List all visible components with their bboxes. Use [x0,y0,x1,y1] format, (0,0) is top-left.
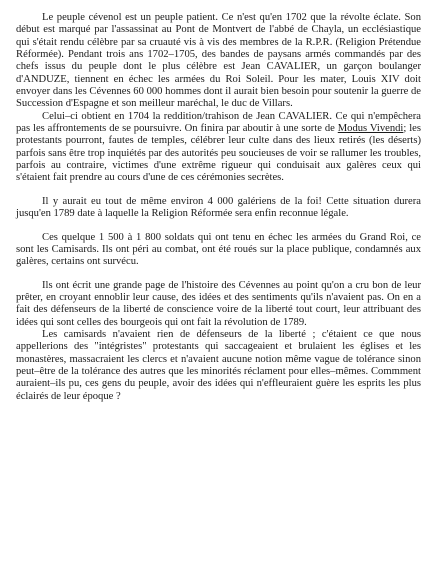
paragraph-cavalier-surrender [16,111,421,185]
paragraph-text-after: ; les protestants pourront, fautes de temples, célébrer leur culte dans des lieux retirés (les déserts) parfois sans être trop inquiétés par des autorités peu soucieuses de voir se rallumer les troubles, parfois au contraire, victimes d'une extrême rigueur qui conduisait aux galères ceux qui s'étaient fait prendre au cours d'une de ces cérémonies secrètes. [16,123,421,184]
paragraph-camisards: Ces quelque 1 500 à 1 800 soldats qui ont tenu en échec les armées du Grand Roi, ce sont les Camisards. Ils ont péri au combat, ont été roués sur la place publique, condamnés aux galères, certains ont survécu. [16,231,421,268]
paragraph-text-before: Celui–ci obtient en 1704 la reddition/trahison de Jean CAVALIER. Ce qui n'empêchera pas les affrontements de se poursuivre. On finira par aboutir à une sorte de [16,110,421,135]
document-page [16,12,421,403]
paragraph-galley-slaves: Il y aurait eu tout de même environ 4 000 galériens de la foi! Cette situation durera jusqu'en 1789 date à laquelle la Religion Réformée sera enfin reconnue légale. [16,195,421,220]
paragraph-history-page: Ils ont écrit une grande page de l'histoire des Cévennes au point qu'on a cru bon de leur prêter, en croyant ennoblir leur cause, des idées et des sentiments qu'ils n'avaient pas. On en a fait des défenseurs de la liberté de conscience voire de la liberté tout court, leur attribuant des idées qui sont celles des bourgeois qui ont fait la révolution de 1789. [16,279,421,328]
modus-vivendi-term: Modus Vivendi [337,123,404,135]
paragraph-cevenol-revolt: Le peuple cévenol est un peuple patient. Ce n'est qu'en 1702 que la révolte éclate. Son début est marqué par l'assassinat au Pont de Montvert de l'abbé de Chayla, un ecclésiastique qui s'était rendu célèbre par sa cruauté vis à vis des membres de la R.P.R. (Religion Prétendue Réformée). Pendant trois ans 1702–1705, des bandes de paysans armés commandés par des chefs issus du peuple dont le plus célèbre est Jean CAVALIER, un garçon boulanger d'ANDUZE, tiennent en échec les armées du Roi Soleil. Pour les mater, Louis XIV doit envoyer dans les Cévennes 60 000 hommes dont il aurait bien besoin pour soutenir la guerre de Succession d'Espagne et son meilleur maréchal, le duc de Villars. [16,12,421,110]
paragraph-integrists: Les camisards n'avaient rien de défenseurs de la liberté ; c'étaient ce que nous appellerions des "intégristes" protestants qui saccageaient et brulaient les églises et les monastères, massacraient les clercs et n'avaient aucune notion même vague de tolérance sinon peut–être de la tolérance des autres que les minorités réclament pour elles–mêmes. Commment auraient–ils pu, ces gens du peuple, avoir des idées qui n'effleuraient guère les esprits les plus éclairés de leur époque ? [16,328,421,402]
